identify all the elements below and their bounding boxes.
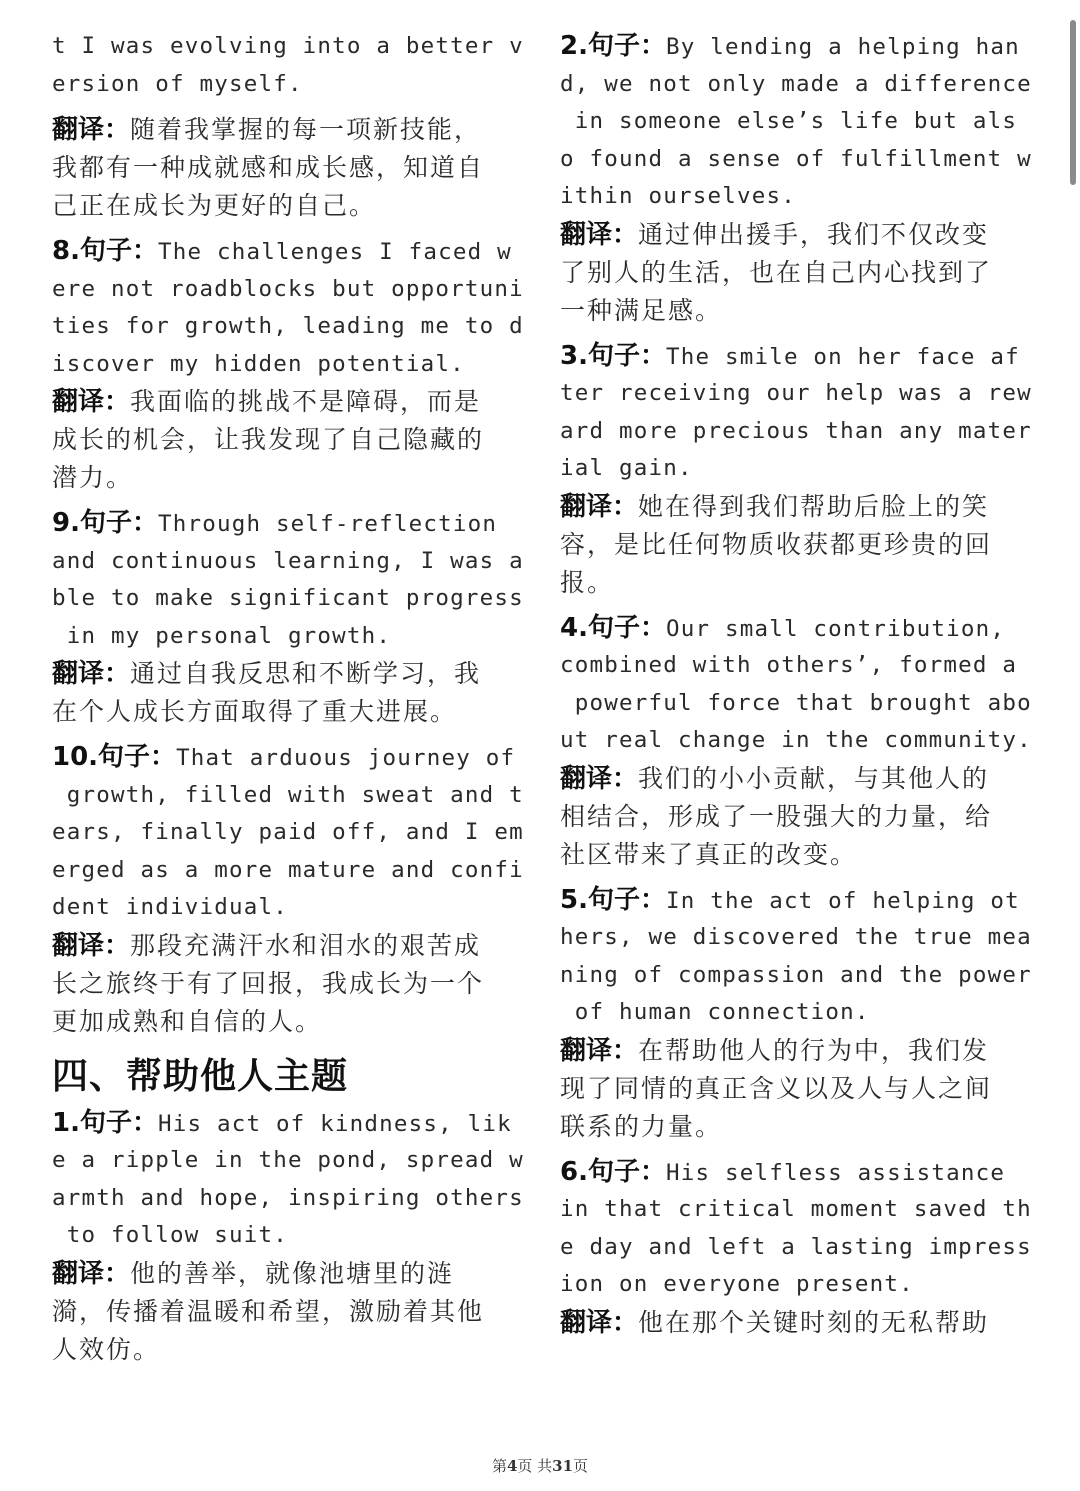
translation-line	[52, 383, 522, 421]
translation-line: 潜力。	[52, 463, 134, 492]
sentence-block	[560, 338, 1030, 602]
sentence-line: ere not roadblocks but opportuni	[52, 275, 524, 302]
sentence-text: In the act of helping ot	[665, 887, 1020, 914]
footer-suffix: 页	[573, 1457, 589, 1475]
footer-page-number: 4	[506, 1457, 518, 1475]
sentence-line: iscover my hidden potential.	[52, 350, 465, 377]
sentence-line	[560, 338, 1030, 376]
translation-line	[560, 216, 1030, 254]
sentence-line: growth, filled with sweat and t	[52, 781, 524, 808]
sentence-block	[560, 1154, 1030, 1342]
sentence-block	[52, 233, 522, 497]
sentence-text: The challenges I faced w	[157, 239, 512, 265]
translation-line	[52, 927, 522, 965]
translation-text: 他在那个关键时刻的无私帮助	[638, 1307, 990, 1337]
translation-text: 我面临的挑战不是障碍，而是	[130, 387, 482, 416]
translation-text: 她在得到我们帮助后脸上的笑	[638, 491, 990, 521]
sentence-line: e day and left a lasting impress	[560, 1233, 1032, 1260]
sentence-block	[560, 610, 1030, 874]
sentence-line: e a ripple in the pond, spread w	[52, 1147, 524, 1173]
sentence-line	[560, 28, 1030, 66]
sentence-line	[52, 739, 522, 777]
sentence-line: armth and hope, inspiring others	[52, 1184, 524, 1211]
sentence-label: 2.句子：	[560, 31, 666, 61]
translation-line: 社区带来了真正的改变。	[560, 839, 858, 869]
sentence-line: in my personal growth.	[52, 622, 392, 649]
sentence-text: Our small contribution,	[665, 615, 1006, 642]
translation-label: 翻译：	[52, 930, 131, 961]
sentence-line: ears, finally paid off, and I em	[52, 819, 524, 845]
sentence-line	[560, 882, 1030, 920]
translation-text: 随着我掌握的每一项新技能，	[130, 115, 482, 144]
sentence-line: hers, we discovered the true mea	[560, 924, 1032, 950]
translation-label: 翻译：	[560, 219, 639, 250]
translation-line: 更加成熟和自信的人。	[52, 1006, 323, 1036]
sentence-line: ersion of myself.	[52, 70, 303, 97]
translation-label: 翻译：	[560, 1035, 639, 1066]
sentence-line: ion on everyone present.	[560, 1271, 914, 1297]
sentence-line: ard more precious than any mater	[560, 417, 1032, 444]
sentence-block	[52, 505, 522, 731]
translation-line: 容，是比任何物质收获都更珍贵的回	[560, 529, 993, 559]
translation-line: 己正在成长为更好的自己。	[52, 191, 377, 220]
sentence-text: Through self-reflection	[157, 511, 498, 537]
sentence-line	[560, 1154, 1030, 1192]
translation-text: 我们的小小贡献，与其他人的	[638, 763, 990, 793]
sentence-line: ut real change in the community.	[560, 727, 1032, 753]
sentence-line: in someone else’s life but als	[560, 108, 1018, 134]
sentence-line	[52, 233, 522, 271]
translation-line	[560, 1304, 1030, 1342]
translation-line: 人效仿。	[52, 1334, 161, 1364]
sentence-line: dent individual.	[52, 894, 288, 920]
translation-label: 翻译：	[560, 491, 639, 522]
sentence-line: ial gain.	[560, 455, 693, 481]
sentence-line: erged as a more mature and confi	[52, 856, 524, 883]
translation-line	[52, 655, 522, 693]
sentence-line: powerful force that brought abo	[560, 689, 1032, 716]
translation-text: 在帮助他人的行为中，我们发	[638, 1035, 990, 1065]
section-heading: 四、帮助他人主题	[52, 1055, 349, 1097]
translation-label: 翻译：	[52, 115, 131, 145]
sentence-line: in that critical moment saved th	[560, 1196, 1032, 1222]
sentence-block	[52, 1105, 522, 1369]
translation-text: 通过自我反思和不断学习，我	[130, 659, 482, 688]
sentence-line	[560, 610, 1030, 648]
translation-text: 那段充满汗水和泪水的艰苦成	[130, 930, 482, 960]
scrollbar-thumb[interactable]	[1070, 20, 1076, 185]
sentence-line	[52, 1105, 522, 1143]
sentence-line: and continuous learning, I was a	[52, 547, 524, 574]
translation-label: 翻译：	[52, 659, 131, 689]
sentence-label: 5.句子：	[560, 884, 666, 915]
sentence-block-continued	[52, 28, 522, 225]
translation-line: 联系的力量。	[560, 1111, 723, 1141]
translation-line: 成长的机会，让我发现了自己隐藏的	[52, 425, 485, 454]
translation-text: 他的善举，就像池塘里的涟	[130, 1258, 455, 1288]
translation-label: 翻译：	[560, 1307, 639, 1338]
sentence-text: His selfless assistance	[665, 1159, 1006, 1186]
translation-line: 相结合，形成了一股强大的力量，给	[560, 801, 993, 831]
sentence-line: o found a sense of fulfillment w	[560, 145, 1032, 172]
translation-line: 现了同情的真正含义以及人与人之间	[560, 1073, 993, 1103]
sentence-block	[560, 882, 1030, 1146]
sentence-line: d, we not only made a difference	[560, 70, 1032, 97]
sentence-line: ter receiving our help was a rew	[560, 380, 1032, 406]
translation-label: 翻译：	[52, 387, 131, 417]
right-column	[560, 28, 1030, 1342]
translation-label: 翻译：	[560, 763, 639, 794]
sentence-line: ble to make significant progress	[52, 585, 524, 611]
translation-line: 漪，传播着温暖和希望，激励着其他	[52, 1296, 485, 1326]
sentence-line: to follow suit.	[52, 1222, 288, 1248]
sentence-line: ning of compassion and the power	[560, 961, 1032, 988]
sentence-line	[52, 505, 522, 543]
sentence-text: The smile on her face af	[665, 343, 1020, 370]
translation-line	[52, 1255, 522, 1293]
translation-line	[52, 111, 522, 149]
sentence-label: 3.句子：	[560, 340, 666, 371]
translation-line: 了别人的生活，也在自己内心找到了	[560, 257, 993, 287]
sentence-label: 6.句子：	[560, 1156, 666, 1187]
translation-line	[560, 488, 1030, 526]
translation-line: 长之旅终于有了回报，我成长为一个	[52, 968, 485, 998]
footer-prefix: 第	[491, 1457, 507, 1475]
page-footer	[0, 1455, 1080, 1476]
sentence-text: His act of kindness, lik	[157, 1110, 512, 1137]
sentence-block	[560, 28, 1030, 330]
translation-line	[560, 760, 1030, 798]
sentence-label: 8.句子：	[52, 236, 158, 266]
footer-middle: 页 共	[517, 1457, 553, 1475]
sentence-block	[52, 739, 522, 1041]
sentence-line: combined with others’, formed a	[560, 652, 1018, 678]
translation-text: 通过伸出援手，我们不仅改变	[638, 219, 990, 249]
left-column	[52, 28, 522, 1369]
sentence-line: ithin ourselves.	[560, 183, 796, 209]
translation-line: 我都有一种成就感和成长感，知道自	[52, 153, 485, 182]
sentence-label: 10.句子：	[52, 742, 177, 772]
sentence-line: ties for growth, leading me to d	[52, 313, 524, 339]
sentence-label: 9.句子：	[52, 508, 158, 538]
translation-line: 一种满足感。	[560, 295, 723, 325]
sentence-text: That arduous journey of	[176, 745, 516, 771]
sentence-line: t I was evolving into a better v	[52, 33, 524, 59]
sentence-label: 1.句子：	[52, 1107, 158, 1138]
sentence-text: By lending a helping han	[665, 34, 1020, 60]
translation-line	[560, 1032, 1030, 1070]
translation-line: 报。	[560, 567, 615, 597]
footer-total-pages: 31	[552, 1457, 574, 1475]
translation-label: 翻译：	[52, 1258, 131, 1289]
sentence-line: of human connection.	[560, 999, 870, 1025]
sentence-label: 4.句子：	[560, 612, 666, 643]
translation-line: 在个人成长方面取得了重大进展。	[52, 697, 458, 726]
